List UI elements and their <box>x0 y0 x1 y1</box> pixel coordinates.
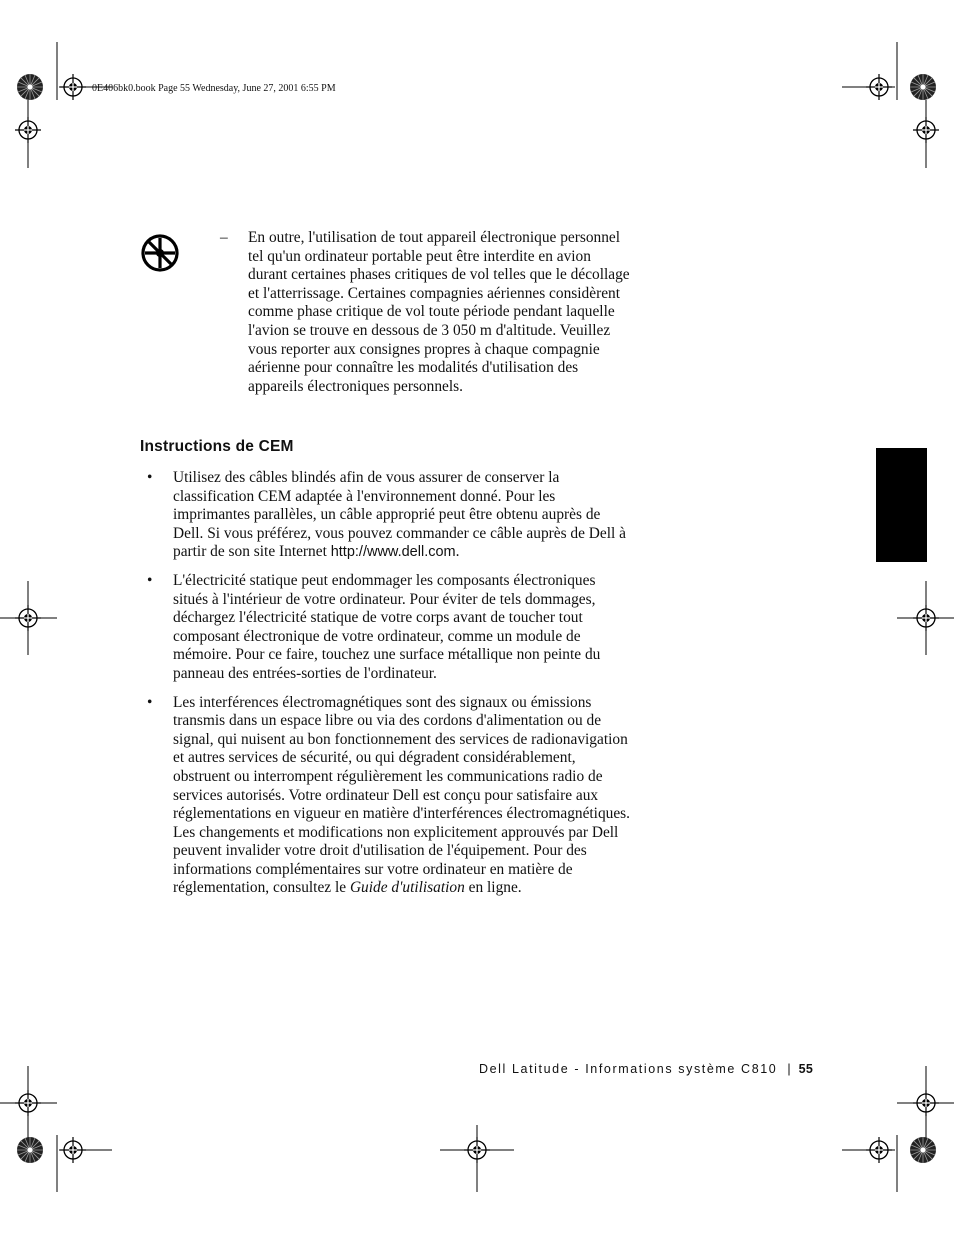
list-item-text-end: en ligne. <box>464 879 522 897</box>
section-tab <box>876 448 927 562</box>
dell-website-link[interactable]: http://www.dell.com <box>330 544 456 561</box>
footer-title: Dell Latitude - Informations système C810 <box>479 1062 778 1076</box>
bullet-icon: • <box>147 571 153 589</box>
section-title: Instructions de CEM <box>140 438 294 455</box>
list-item-text: Les interférences électromagnétiques sont des signaux ou émissions transmis dans un espace libre ou via des cordons d'alimentation ou de signal, qui nuisent au bon fonctionnement des services de radionavigation et autres services de sécurité, ou qui dégradent considérablement, obstruent ou interrompent régulièrement les communications radio de services autorisés. Votre ordinateur Dell est conçu pour satisfaire aux réglementations en vigueur en matière d'interférences électromagnétiques. Les changements et modifications non explicitement approuvés par Dell peuvent invalider votre droit d'utilisation de l'équipement. Pour des informations complémentaires sur votre ordinateur en matière de réglementation, consultez le <box>173 693 631 897</box>
list-item-text-end: . <box>455 543 460 561</box>
page-footer <box>479 1062 813 1076</box>
list-item <box>140 572 632 684</box>
list-item <box>140 469 632 562</box>
guide-title-emphasis: Guide d'utilisation <box>349 879 465 897</box>
footer-separator: | <box>787 1062 791 1076</box>
bullet-icon: • <box>147 693 153 711</box>
list-item-text: L'électricité statique peut endommager les composants électroniques situés à l'intérieur de votre ordinateur. Pour éviter de tels dommages, déchargez l'électricité statique de votre corps avant de toucher tout composant électronique de votre ordinateur, comme un module de mémoire. Pour ce faire, touchez une surface métallique non peinte du panneau des entrées-sorties de l'ordinateur. <box>173 571 601 682</box>
list-item <box>140 694 632 899</box>
note-text: En outre, l'utilisation de tout appareil électronique personnel tel qu'un ordinateur portable peut être interdite en avion durant certaines phases critiques de vol telles que le décollage et l'atterrissage. Certaines compagnies aériennes considèrent comme phase critique de vol toute période pendant laquelle l'avion se trouve en dessous de 3 050 m d'altitude. Veuillez vous reporter aux consignes propres à chaque compagnie aérienne pour connaître les modalités d'utilisation des appareils électroniques personnels. <box>248 229 630 395</box>
print-header: 0E406bk0.book Page 55 Wednesday, June 27, 2001 6:55 PM <box>92 83 336 94</box>
no-electronics-icon <box>140 233 180 273</box>
page-number: 55 <box>798 1062 814 1076</box>
list-item-text: Utilisez des câbles blindés afin de vous assurer de conserver la classification CEM adaptée à l'environnement donné. Pour les imprimantes parallèles, un câble approprié peut être obtenu auprès de Dell. Si vous préférez, vous pouvez commander ce câble auprès de Dell à partir de son site Internet <box>173 469 626 561</box>
emc-instructions-list <box>140 469 632 908</box>
airline-note <box>220 229 630 396</box>
note-dash: – <box>220 229 228 246</box>
bullet-icon: • <box>147 469 153 486</box>
